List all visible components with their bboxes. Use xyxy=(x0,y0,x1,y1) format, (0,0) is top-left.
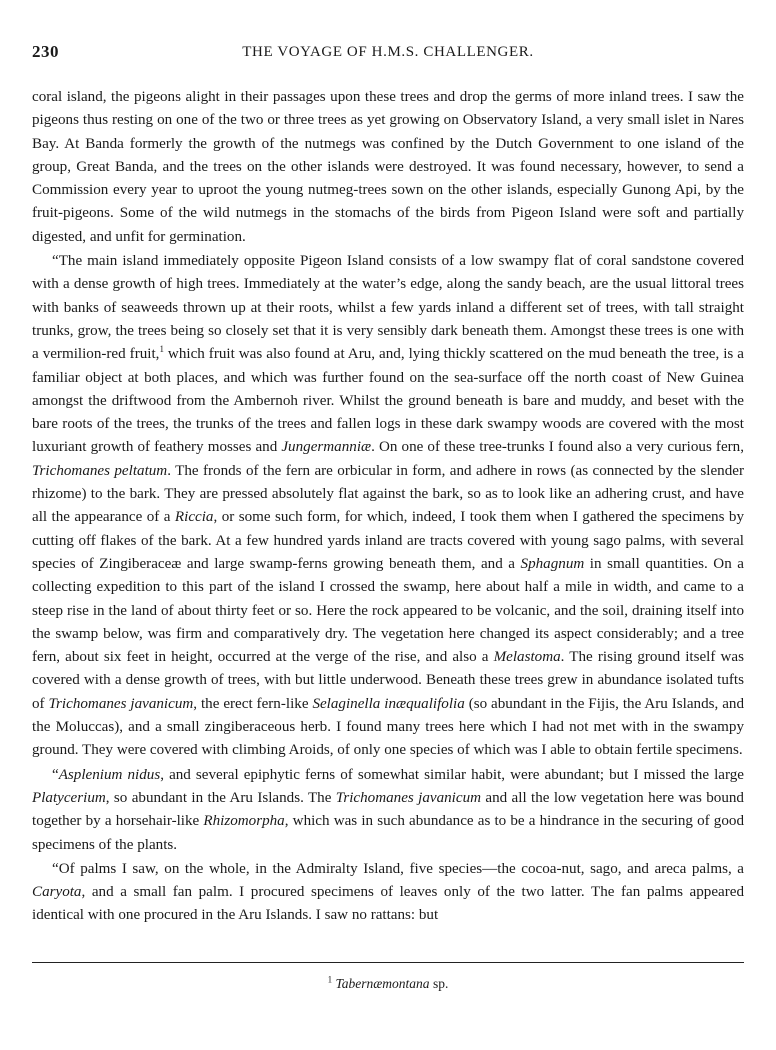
text-run: , so abundant in the Aru Islands. The xyxy=(105,789,336,806)
text-run: , and a small fan palm. I procured specimens of leaves only of the two latter. The fan palms appeared identical with one procured in the Aru Islands. I saw no rattans: but xyxy=(32,884,744,924)
paragraph xyxy=(32,764,744,857)
text-run: (so abundant in the Fijis, the Aru Islands, and the Moluccas), and a small zingiberaceous herb. I found many trees here which I had not met with in the swampy ground. They were covered with climbing Aroids, of only one species of which was I able to obtain fertile specimens. xyxy=(32,695,744,759)
text-run: “The main island immediately opposite Pigeon Island consists of a low swampy flat of coral sandstone covered with a dense growth of high trees. Immediately at the water’s edge, along the sandy beach, are the usual littoral trees with banks of seaweeds thrown up at their roots, whilst a few yards inland a different set of trees, with tall straight trunks, grow, the trees being so closely set that it is very sensibly dark beneath them. Amongst these trees is one with a vermilion-red fruit, xyxy=(32,253,744,363)
paragraph xyxy=(32,858,744,928)
italic-term: Trichomanes javanicum xyxy=(48,695,194,712)
italic-term: Trichomanes peltatum xyxy=(32,462,168,479)
text-run: coral island, the pigeons alight in their passages upon these trees and drop the germs of more inland trees. I saw the pigeons thus resting on one of the two or three trees as yet growing on Observatory Island, a very small islet in Nares Bay. At Banda formerly the growth of the nutmegs was confined by the Dutch Government to one island of the group, Great Banda, and the trees on the other islands were destroyed. It was found necessary, however, to send a Commission every year to uproot the young nutmeg-trees sown on the other islands, especially Gunong Api, by the fruit-pigeons. Some of the wild nutmegs in the stomachs of the birds from Pigeon Island were soft and partially digested, and unfit for germination. xyxy=(32,89,744,245)
italic-term: Platycerium xyxy=(32,789,106,806)
footnote-divider xyxy=(32,962,744,963)
text-run: . The rising ground itself was covered with a dense growth of trees, with but little underwood. Beneath these trees grew in abundance isolated tufts of xyxy=(32,649,744,712)
paragraph xyxy=(32,86,744,249)
text-run: , or some such form, for which, indeed, I took them when I gathered the specimens by cutting off flakes of the bark. At a few hundred yards inland are tracts covered with young sago palms, with several species of Zingiberaceæ and large swamp-ferns growing beneath them, and a xyxy=(32,509,744,572)
text-run: . The fronds of the fern are orbicular in form, and adhere in rows (as connected by the slender rhizome) to the bark. They are pressed absolutely flat against the bark, so as to look like an adhering crust, and have all the appearance of a xyxy=(32,462,744,526)
footnote xyxy=(0,976,776,992)
footnote-text: Tabernæmontana xyxy=(335,976,430,991)
page-header xyxy=(32,42,744,70)
text-run: , and several epiphytic ferns of somewhat similar habit, were abundant; but I missed the large xyxy=(160,766,744,783)
italic-term: Jungermanniæ xyxy=(281,439,372,456)
footnote-reference: 1 xyxy=(159,344,164,355)
page-number: 230 xyxy=(32,42,59,61)
paragraph xyxy=(32,250,744,763)
text-run: , the erect fern-like xyxy=(193,695,313,712)
text-run: and all the low vegetation here was bound together by a horsehair-like xyxy=(32,789,744,830)
text-run: which fruit was also found at Aru, and, lying thickly scattered on the mud beneath the tree, is a familiar object at both places, and which was further found on the sea-surface off the north coast of New Guinea amongst the driftwood from the Ambernoh river. Whilst the ground beneath is bare and muddy, and beset with the bare roots of the trees, the trunks of the trees and fallen logs in these dark swampy woods are covered with the most luxuriant growth of feathery mosses and xyxy=(32,346,745,456)
running-title: THE VOYAGE OF H.M.S. CHALLENGER. xyxy=(242,44,534,60)
footnote-suffix: sp. xyxy=(429,976,449,991)
italic-term: Trichomanes javanicum xyxy=(335,789,482,806)
italic-term: Sphagnum xyxy=(520,555,585,572)
italic-term: Asplenium nidus xyxy=(58,766,161,783)
italic-term: Selaginella inæqualifolia xyxy=(312,695,465,712)
text-run: , which was in such abundance as to be a hindrance in the securing of good specimens of the plants. xyxy=(32,813,744,853)
italic-term: Caryota xyxy=(32,884,82,901)
footnote-marker: 1 xyxy=(327,974,333,985)
italic-term: Riccia xyxy=(174,509,214,526)
italic-term: Melastoma xyxy=(493,649,561,666)
body-text xyxy=(32,86,744,928)
text-run: “ xyxy=(52,766,59,783)
italic-term: Rhizomorpha xyxy=(203,813,285,830)
text-run: “Of palms I saw, on the whole, in the Admiralty Island, five species—the cocoa-nut, sago, and areca palms, a xyxy=(52,860,744,877)
text-run: in small quantities. On a collecting expedition to this part of the island I crossed the swamp, here about half a mile in width, and came to a steep rise in the land of about thirty feet or so. Here the rock appeared to be volcanic, and the soil, draining itself into the swamp below, was firm and comparatively dry. The vegetation here changed its aspect considerably; and a tree fern, about six feet in height, occurred at the verge of the rise, and also a xyxy=(32,555,744,666)
text-run: . On one of these tree-trunks I found also a very curious fern, xyxy=(371,439,745,456)
